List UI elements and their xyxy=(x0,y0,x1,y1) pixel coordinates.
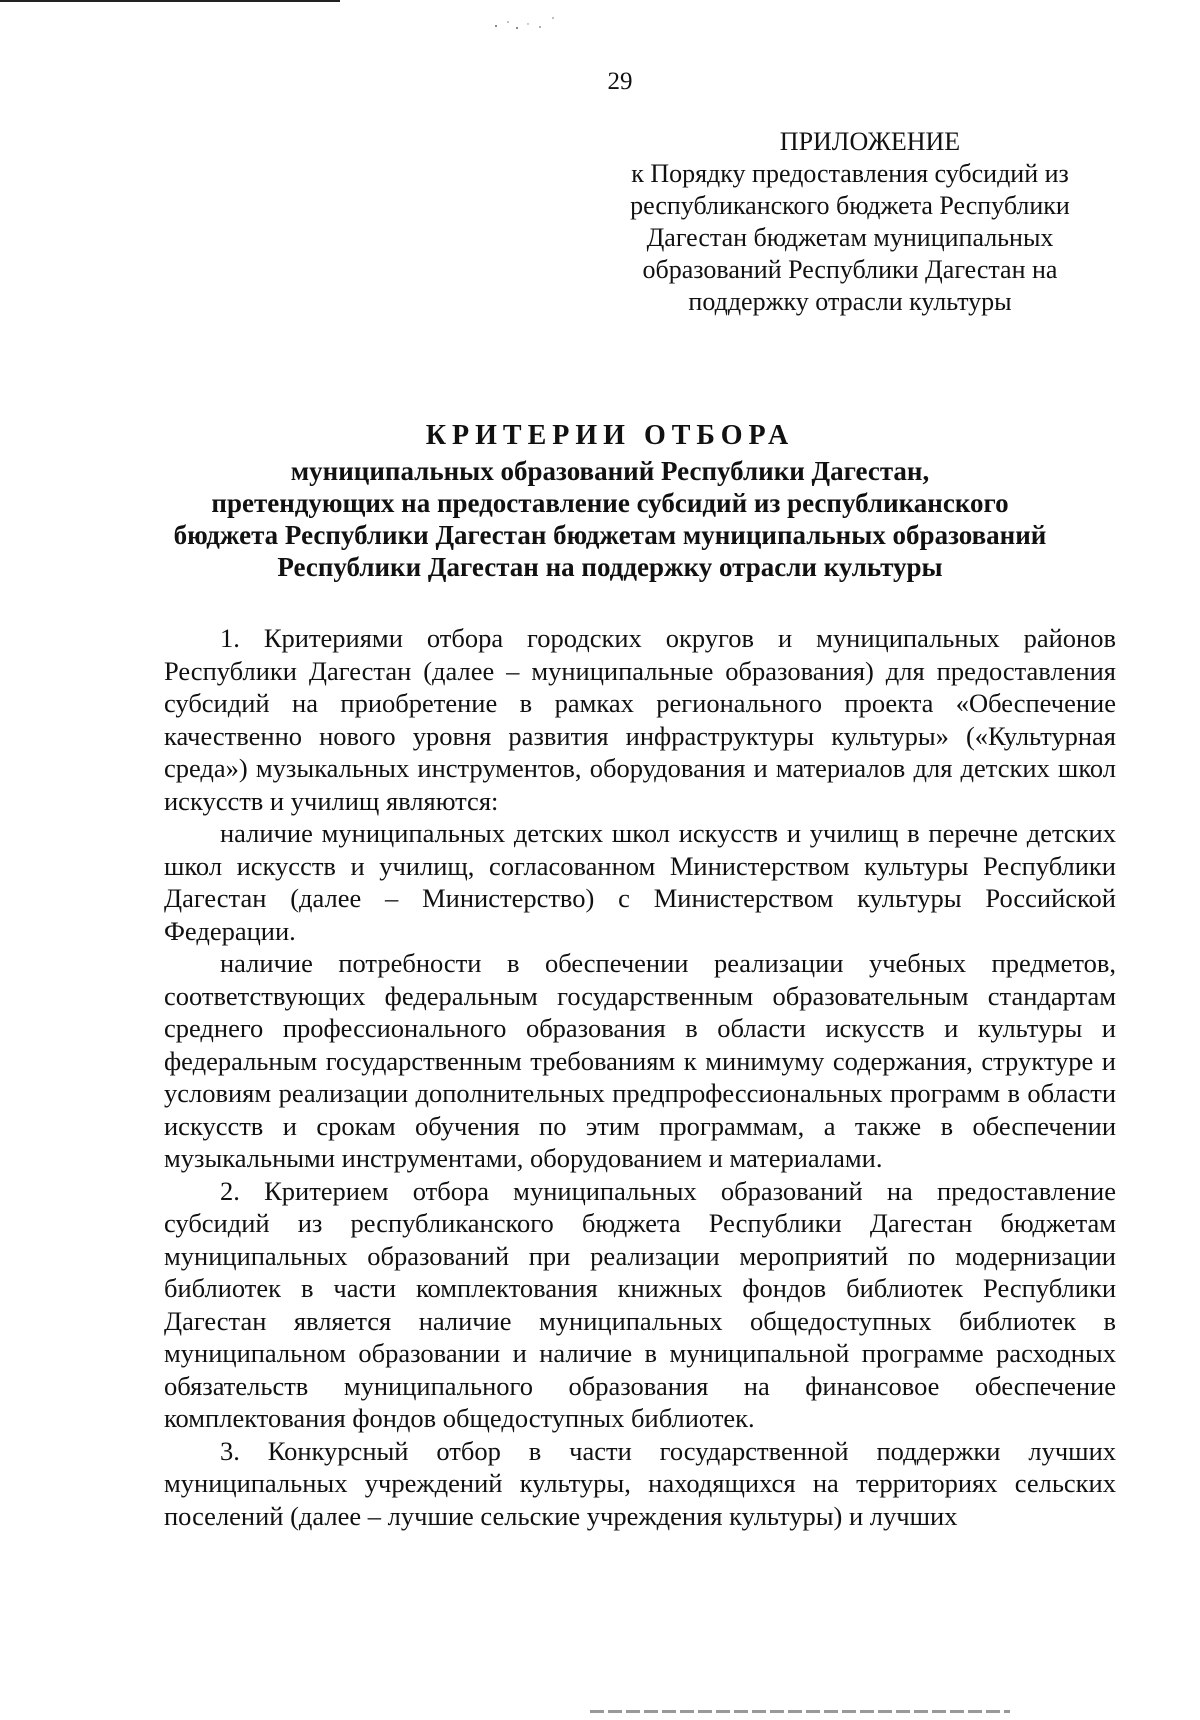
paragraph: 1. Критериями отбора городских округов и муниципальных районов Республики Дагестан (далее – муниципальные образования) для предоставления субсидий на приобретение в рамках регионального проекта «Обеспечение качественно нового уровня развития инфраструктуры культуры» («Культурная среда») музыкальных инструментов, оборудования и материалов для детских школ искусств и училищ являются: xyxy=(164,623,1116,816)
page-number: 29 xyxy=(607,68,633,95)
appendix-line: образований Республики Дагестан на xyxy=(642,255,1058,284)
appendix-line: к Порядку предоставления субсидий из xyxy=(631,159,1069,188)
appendix-line: республиканского бюджета Республики xyxy=(630,191,1070,220)
appendix-line: поддержку отрасли культуры xyxy=(688,287,1012,316)
appendix-line: Дагестан бюджетам муниципальных xyxy=(646,223,1054,252)
paragraph: наличие муниципальных детских школ искусств и училищ в перечне детских школ искусств и училищ, согласованном Министерством культуры Республики Дагестан (далее – Министерство) с Министерством культуры Российской Федерации. xyxy=(164,818,1116,946)
appendix-block xyxy=(600,126,1100,318)
heading-line: претендующих на предоставление субсидий из республиканского xyxy=(211,488,1009,518)
document-heading xyxy=(150,420,1070,583)
paragraph: наличие потребности в обеспечении реализации учебных предметов, соответствующих федеральным государственным образовательным стандартам среднего профессионального образования в области искусств и культуры и федеральным государственным требованиям к минимуму содержания, структуре и условиям реализации дополнительных предпрофессиональных программ в области искусств и срокам обучения по этим программам, а также в обеспечении музыкальными инструментами, оборудованием и материалами. xyxy=(164,948,1116,1173)
heading-main: КРИТЕРИИ ОТБОРА xyxy=(425,420,795,451)
heading-line: муниципальных образований Республики Дагестан, xyxy=(290,456,930,486)
heading-line: бюджета Республики Дагестан бюджетам муниципальных образований xyxy=(173,520,1047,550)
scan-artifact-line xyxy=(0,0,340,2)
document-body xyxy=(164,622,1116,1532)
appendix-title: ПРИЛОЖЕНИЕ xyxy=(779,127,961,156)
heading-line: Республики Дагестан на поддержку отрасли культуры xyxy=(277,552,943,582)
scan-artifact-bottom xyxy=(590,1710,1010,1713)
paragraph: 3. Конкурсный отбор в части государственной поддержки лучших муниципальных учреждений культуры, находящихся на территориях сельских поселений (далее – лучшие сельские учреждения культуры) и лучших xyxy=(164,1435,1116,1531)
paragraph: 2. Критерием отбора муниципальных образований на предоставление субсидий из республиканского бюджета Республики Дагестан бюджетам муниципальных образований при реализации мероприятий по модернизации библиотек в части комплектования книжных фондов библиотек Республики Дагестан является наличие муниципальных общедоступных библиотек в муниципальном образовании и наличие в муниципальной программе расходных обязательств муниципального образования на финансовое обеспечение комплектования фондов общедоступных библиотек. xyxy=(164,1175,1116,1433)
scan-specks xyxy=(490,14,560,38)
